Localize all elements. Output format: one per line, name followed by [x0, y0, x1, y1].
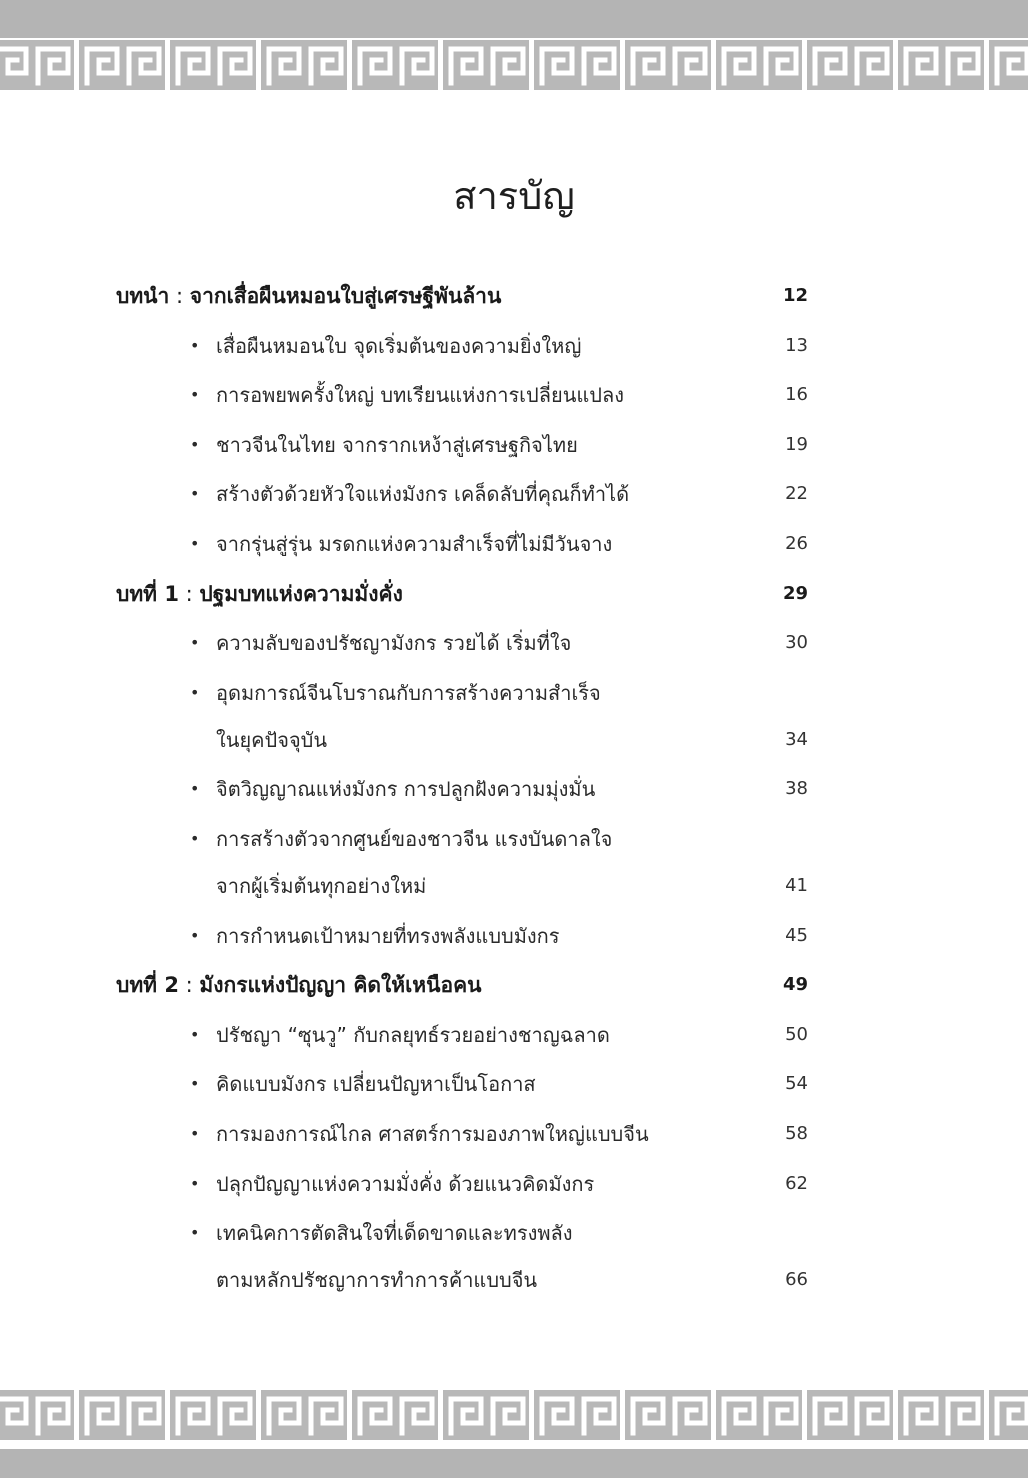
toc-item-label: ตามหลักปรัชญาการทำการค้าแบบจีน	[216, 1268, 538, 1293]
chapter-separator: :	[169, 284, 190, 308]
chapter-number: บทที่ 1	[116, 581, 179, 606]
toc-item-page-number: 41	[785, 875, 808, 896]
bullet-icon: •	[190, 1124, 200, 1143]
toc-item-label: การสร้างตัวจากศูนย์ของชาวจีน แรงบันดาลใจ	[216, 827, 613, 851]
bullet-icon: •	[190, 385, 200, 405]
bullet-icon: •	[190, 829, 200, 848]
toc-item-label: จากผู้เริ่มต้นทุกอย่างใหม่	[216, 874, 427, 898]
bullet-icon: •	[190, 633, 200, 653]
bullet-icon: •	[190, 534, 200, 553]
toc-item-page-number: 38	[785, 778, 808, 800]
toc-chapter-row	[0, 571, 1028, 617]
toc-item-page-number: 50	[785, 1023, 808, 1045]
chapter-page-number: 12	[782, 285, 808, 306]
bullet-icon: •	[190, 925, 200, 945]
toc-item-row	[0, 521, 1028, 567]
toc-item-page-number: 62	[785, 1172, 808, 1194]
bottom-greek-key-border	[0, 1390, 1028, 1440]
toc-item-row	[0, 1257, 1028, 1303]
toc-item-row	[0, 372, 1028, 418]
chapter-title: จากเสื่อผืนหมอนใบสู่เศรษฐีพันล้าน	[189, 284, 502, 308]
bullet-icon: •	[190, 434, 200, 454]
toc-item-page-number: 54	[785, 1073, 808, 1095]
toc-item-row	[0, 863, 1028, 909]
chapter-separator: :	[178, 581, 200, 606]
toc-item-page-number: 45	[785, 924, 808, 946]
bottom-gray-bar	[0, 1449, 1028, 1478]
toc-item-row	[0, 717, 1028, 763]
toc-item-label: การอพยพครั้งใหญ่ บทเรียนแห่งการเปลี่ยนแปลง	[216, 383, 624, 408]
bullet-icon: •	[190, 1074, 200, 1094]
toc-item-row	[0, 816, 1028, 862]
bullet-icon: •	[190, 484, 200, 504]
chapter-separator: :	[178, 973, 200, 998]
toc-item-label: จิตวิญญาณแห่งมังกร การปลูกฝังความมุ่งมั่น	[216, 777, 596, 802]
toc-item-page-number: 58	[785, 1123, 808, 1144]
toc-chapter-row	[0, 962, 1028, 1008]
toc-item-row	[0, 766, 1028, 812]
toc-item-row	[0, 620, 1028, 666]
toc-item-label: ปลุกปัญญาแห่งความมั่งคั่ง ด้วยแนวคิดมังกร	[216, 1171, 595, 1196]
toc-item-row	[0, 670, 1028, 716]
toc-item-label: สร้างตัวด้วยหัวใจแห่งมังกร เคล็ดลับที่คุณก็ทำได้	[216, 482, 630, 507]
toc-item-row	[0, 471, 1028, 517]
toc-item-page-number: 16	[785, 384, 808, 406]
bullet-icon: •	[190, 1173, 200, 1193]
chapter-page-number: 29	[782, 582, 808, 604]
toc-item-row	[0, 422, 1028, 468]
toc-item-row	[0, 1210, 1028, 1256]
toc-item-page-number: 22	[785, 483, 808, 505]
toc-item-row	[0, 913, 1028, 959]
toc-item-page-number: 19	[785, 433, 808, 455]
toc-item-label: ชาวจีนในไทย จากรากเหง้าสู่เศรษฐกิจไทย	[216, 432, 578, 457]
bullet-icon: •	[190, 1223, 200, 1243]
toc-item-label: จากรุ่นสู่รุ่น มรดกแห่งความสำเร็จที่ไม่มีวันจาง	[216, 532, 613, 556]
chapter-title: ปฐมบทแห่งความมั่งคั่ง	[199, 581, 403, 606]
toc-item-page-number: 66	[785, 1269, 808, 1291]
bullet-icon: •	[190, 335, 200, 355]
toc-item-label: ในยุคปัจจุบัน	[216, 727, 328, 752]
toc-item-label: อุดมการณ์จีนโบราณกับการสร้างความสำเร็จ	[216, 680, 601, 705]
toc-item-label: ปรัชญา “ซุนวู” กับกลยุทธ์รวยอย่างชาญฉลาด	[216, 1022, 610, 1047]
chapter-number: บทนำ	[116, 284, 170, 308]
chapter-title: มังกรแห่งปัญญา คิดให้เหนือคน	[199, 973, 482, 998]
toc-item-label: เสื่อผืนหมอนใบ จุดเริ่มต้นของความยิ่งใหญ่	[216, 333, 582, 358]
toc-item-row	[0, 1061, 1028, 1107]
toc-item-row	[0, 1012, 1028, 1058]
chapter-heading	[116, 571, 403, 617]
chapter-number: บทที่ 2	[116, 973, 179, 998]
bullet-icon: •	[190, 779, 200, 799]
toc-item-row	[0, 1161, 1028, 1207]
toc-item-label: การมองการณ์ไกล ศาสตร์การมองภาพใหญ่แบบจีน	[216, 1122, 649, 1146]
toc-item-label: เทคนิคการตัดสินใจที่เด็ดขาดและทรงพลัง	[216, 1221, 573, 1246]
chapter-page-number: 49	[782, 974, 808, 996]
page-title: สารบัญ	[453, 174, 575, 218]
toc-item-row	[0, 323, 1028, 369]
chapter-heading	[116, 962, 482, 1008]
toc-chapter-row	[0, 273, 1028, 319]
bullet-icon: •	[190, 682, 200, 702]
chapter-heading	[116, 273, 501, 319]
toc-item-page-number: 26	[785, 533, 808, 554]
toc-item-page-number: 30	[785, 632, 808, 654]
bullet-icon: •	[190, 1024, 200, 1044]
toc-item-label: ความลับของปรัชญามังกร รวยได้ เริ่มที่ใจ	[216, 631, 572, 656]
toc-item-label: การกำหนดเป้าหมายที่ทรงพลังแบบมังกร	[216, 923, 560, 948]
toc-item-label: คิดแบบมังกร เปลี่ยนปัญหาเป็นโอกาส	[216, 1072, 536, 1097]
toc-item-page-number: 34	[785, 728, 808, 750]
toc-item-row	[0, 1111, 1028, 1157]
toc-item-page-number: 13	[785, 334, 808, 356]
